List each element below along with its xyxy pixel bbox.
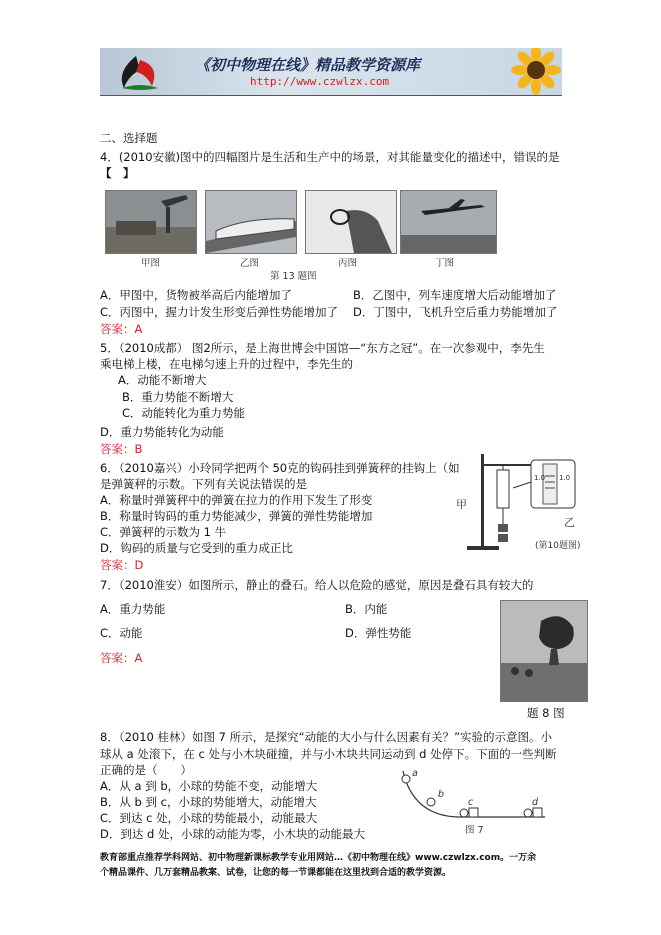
q8-label-c: c: [468, 797, 474, 808]
q7-stem: 7．（2010淮安）如图所示，静止的叠石。给人以危险的感觉，原因是叠石具有较大的: [100, 578, 534, 592]
banner-url[interactable]: http://www.czwlzx.com: [250, 75, 390, 88]
q7-option-b: B．内能: [345, 602, 388, 616]
q6-label-yi: 乙: [564, 516, 575, 529]
footer-line-2: 个精品课件、几万套精品教案、试卷，让您的每一节课都能在这里找到合适的教学资源。: [100, 868, 452, 878]
q4-figure-label: 第 13 题图: [270, 271, 317, 282]
q7-photo-stones: [500, 600, 588, 702]
q6-option-d: D．钩码的质量与它受到的重力成正比: [100, 541, 293, 555]
footer-line-1: 教育部重点推荐学科网站、初中物理新课标教学专业用网站…《初中物理在线》www.czwlzx.com。一万余: [100, 853, 537, 863]
q5-option-c: C．动能转化为重力势能: [122, 406, 246, 420]
q6-stem-2: 是弹簧秤的示数。下列有关说法错误的是: [100, 477, 307, 491]
q5-option-d: D．重力势能转化为动能: [100, 425, 224, 439]
q6-label-jia: 甲: [456, 498, 467, 511]
q4-photo-ding: [400, 190, 497, 254]
q6-scale-bottom: 1.0: [559, 474, 571, 482]
q5-option-b: B．重力势能不断增大: [122, 390, 234, 404]
q7-option-c: C．动能: [100, 626, 143, 640]
q6-stem-1: 6．（2010嘉兴）小玲同学把两个 50克的钩码挂到弹簧秤的挂钩上（如: [100, 461, 460, 475]
q4-photo-jia: [105, 190, 197, 254]
q4-option-b: B．乙图中，列车速度增大后动能增加了: [353, 288, 557, 302]
q4-caption-yi: 乙图: [240, 258, 260, 269]
q4-option-c: C．丙图中，握力计发生形变后弹性势能增加了: [100, 305, 339, 319]
q6-option-a: A．称量时弹簧秤中的弹簧在拉力的作用下发生了形变: [100, 493, 373, 507]
q6-figure: [455, 452, 589, 554]
q6-option-c: C．弹簧秤的示数为 1 牛: [100, 525, 227, 539]
q4-option-a: A．甲图中，货物被举高后内能增加了: [100, 288, 292, 302]
banner-title: 《初中物理在线》精品教学资源库: [195, 56, 421, 74]
q8-stem-2: 球从 a 处滚下，在 c 处与小木块碰撞，并与小木块共同运动到 d 处停下。下面的一些判断: [100, 747, 557, 761]
q8-label-d: d: [532, 797, 539, 808]
q8-option-c: C．到达 c 处，小球的势能最小，动能最大: [100, 811, 318, 825]
header-banner: [100, 48, 562, 95]
q4-caption-bing: 丙图: [338, 258, 358, 269]
q8-option-a: A．从 a 到 b，小球的势能不变，动能增大: [100, 779, 318, 793]
site-logo-icon: [106, 52, 176, 92]
q7-option-d: D．弹性势能: [345, 626, 412, 640]
q8-stem-3: 正确的是（ ）: [100, 763, 192, 777]
q4-caption-jia: 甲图: [141, 258, 161, 269]
q6-scale-top: 1.0: [534, 474, 546, 482]
q4-option-d: D．丁图中，飞机升空后重力势能增加了: [353, 305, 558, 319]
q8-figure-caption: 图 7: [465, 825, 484, 836]
q7-answer: 答案：A: [100, 651, 143, 665]
q8-figure: [395, 765, 555, 835]
q4-answer: 答案：A: [100, 322, 143, 336]
q4-caption-ding: 丁图: [435, 258, 455, 269]
q5-answer: 答案：B: [100, 442, 143, 456]
q6-figure-caption: (第10题图): [535, 541, 581, 551]
q8-option-b: B．从 b 到 c，小球的势能增大，动能增大: [100, 795, 317, 809]
q7-option-a: A．重力势能: [100, 602, 166, 616]
q7-figure-caption: 题 8 图: [527, 706, 565, 720]
q5-stem-1: 5．（2010成都） 图2所示，是上海世博会中国馆—“东方之冠”。在一次参观中，李先生: [100, 341, 545, 355]
q5-option-a: A．动能不断增大: [118, 373, 207, 387]
section-title: 二、选择题: [100, 131, 158, 145]
sunflower-icon: [500, 48, 562, 95]
q4-bracket: 【 】: [100, 166, 135, 180]
banner-rule: [100, 95, 562, 96]
q4-photo-bing: [305, 190, 397, 254]
q8-option-d: D．到达 d 处，小球的动能为零，小木块的动能最大: [100, 827, 365, 841]
q8-stem-1: 8．（2010 桂林）如图 7 所示，是探究“动能的大小与什么因素有关？”实验的示意图。小: [100, 730, 553, 744]
q8-label-a: a: [412, 768, 418, 779]
q4-stem: 4．(2010安徽)图中的四幅图片是生活和生产中的场景，对其能量变化的描述中，错误的是: [100, 150, 560, 164]
q6-answer: 答案：D: [100, 558, 144, 572]
q8-label-b: b: [438, 789, 445, 800]
q6-option-b: B．称量时钩码的重力势能减少，弹簧的弹性势能增加: [100, 509, 373, 523]
q4-photo-yi: [205, 190, 297, 254]
q5-stem-2: 乘电梯上楼，在电梯匀速上升的过程中，李先生的: [100, 357, 353, 371]
